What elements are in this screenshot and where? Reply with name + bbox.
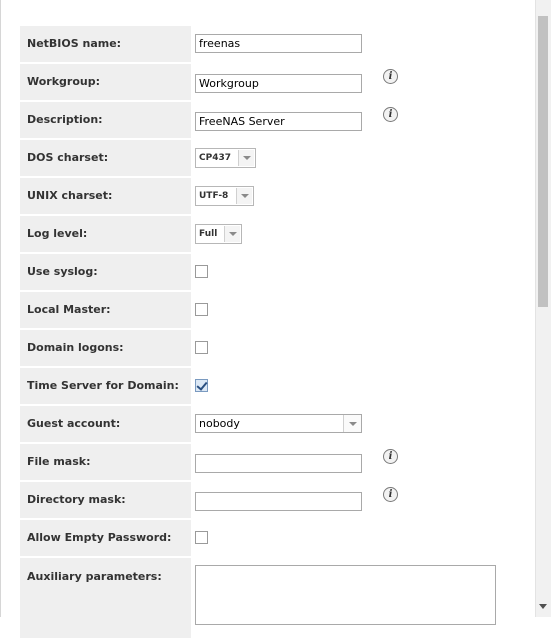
domain-logons-label: Domain logons: xyxy=(20,330,191,366)
dos-charset-label: DOS charset: xyxy=(20,140,191,176)
row-description xyxy=(20,102,535,138)
info-icon[interactable]: i xyxy=(383,107,398,122)
directory-mask-input[interactable] xyxy=(195,492,362,511)
row-unix-charset xyxy=(20,178,535,214)
file-mask-input[interactable] xyxy=(195,454,362,473)
guest-account-label: Guest account: xyxy=(20,406,191,442)
row-use-syslog xyxy=(20,254,535,290)
row-allow-empty-password xyxy=(20,520,535,556)
unix-charset-label: UNIX charset: xyxy=(20,178,191,214)
workgroup-label: Workgroup: xyxy=(20,64,191,100)
description-input[interactable]: FreeNAS Server xyxy=(195,112,362,131)
row-local-master xyxy=(20,292,535,328)
row-workgroup xyxy=(20,64,535,100)
chevron-down-icon xyxy=(238,150,254,166)
local-master-checkbox[interactable] xyxy=(195,303,208,316)
row-time-server xyxy=(20,368,535,404)
log-level-value: Full xyxy=(199,229,218,239)
time-server-label: Time Server for Domain: xyxy=(20,368,191,404)
chevron-down-icon xyxy=(236,188,252,204)
allow-empty-password-checkbox[interactable] xyxy=(195,531,208,544)
row-dos-charset xyxy=(20,140,535,176)
domain-logons-checkbox[interactable] xyxy=(195,341,208,354)
chevron-down-icon xyxy=(224,226,240,242)
row-auxiliary-parameters xyxy=(20,558,535,638)
info-icon[interactable]: i xyxy=(383,69,398,84)
unix-charset-select[interactable] xyxy=(195,186,254,206)
time-server-checkbox[interactable] xyxy=(195,379,208,392)
guest-account-select[interactable] xyxy=(195,414,362,433)
row-file-mask xyxy=(20,444,535,480)
chevron-down-icon xyxy=(343,415,361,432)
log-level-label: Log level: xyxy=(20,216,191,252)
local-master-label: Local Master: xyxy=(20,292,191,328)
allow-empty-password-label: Allow Empty Password: xyxy=(20,520,191,556)
row-guest-account xyxy=(20,406,535,442)
auxiliary-parameters-label: Auxiliary parameters: xyxy=(20,558,191,638)
row-netbios-name xyxy=(20,26,535,62)
use-syslog-label: Use syslog: xyxy=(20,254,191,290)
row-domain-logons xyxy=(20,330,535,366)
dos-charset-select[interactable] xyxy=(195,148,256,168)
row-log-level xyxy=(20,216,535,252)
row-directory-mask xyxy=(20,482,535,518)
scrollbar-thumb[interactable] xyxy=(538,16,548,307)
directory-mask-label: Directory mask: xyxy=(20,482,191,518)
scroll-down-arrow-icon[interactable] xyxy=(539,604,547,609)
info-icon[interactable]: i xyxy=(383,487,398,502)
description-label: Description: xyxy=(20,102,191,138)
vertical-scrollbar[interactable] xyxy=(535,0,551,617)
dos-charset-value: CP437 xyxy=(199,153,231,163)
unix-charset-value: UTF-8 xyxy=(199,191,229,201)
netbios-name-input[interactable]: freenas xyxy=(195,34,362,53)
workgroup-input[interactable]: Workgroup xyxy=(195,74,362,93)
info-icon[interactable]: i xyxy=(383,449,398,464)
file-mask-label: File mask: xyxy=(20,444,191,480)
use-syslog-checkbox[interactable] xyxy=(195,265,208,278)
guest-account-value: nobody xyxy=(199,417,240,430)
log-level-select[interactable] xyxy=(195,224,242,244)
netbios-name-label: NetBIOS name: xyxy=(20,26,191,62)
auxiliary-parameters-textarea[interactable] xyxy=(195,565,496,625)
